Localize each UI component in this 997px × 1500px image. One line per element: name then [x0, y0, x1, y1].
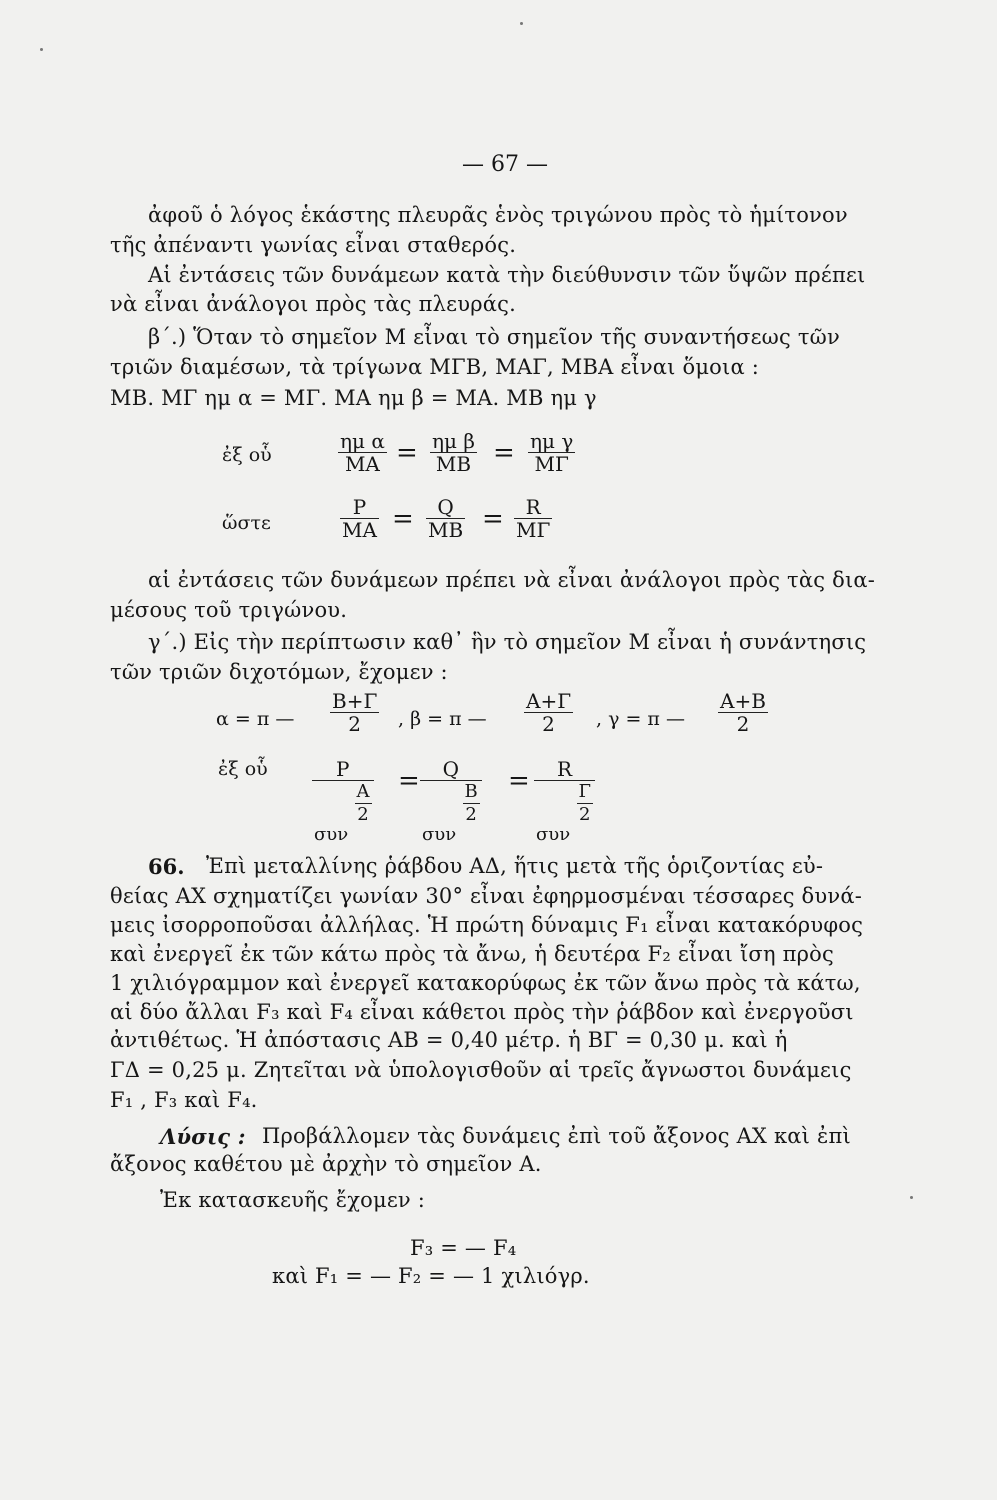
numerator: Γ — [578, 781, 592, 802]
scan-speck — [40, 48, 43, 51]
fraction — [430, 430, 477, 475]
denominator: ΜΒ — [428, 518, 464, 542]
equation-line: ΜΒ. ΜΓ ημ α = ΜΓ. ΜΑ ημ β = ΜΑ. ΜΒ ημ γ — [110, 386, 597, 410]
scan-speck — [910, 1196, 913, 1199]
denominator — [420, 780, 482, 845]
text-line: Αἱ ἐντάσεις τῶν δυνάμεων κατὰ τὴν διεύθυνσιν τῶν ὕψῶν πρέπει — [148, 263, 866, 287]
denominator: 2 — [330, 712, 379, 735]
text-line: καὶ ἐνεργεῖ ἐκ τῶν κάτω πρὸς τὰ ἄνω, ἡ δευτέρα F₂ εἶναι ἴση πρὸς — [110, 942, 834, 966]
numerator: Α+Β — [720, 689, 766, 713]
denominator: 2 — [463, 803, 480, 826]
fraction — [426, 496, 465, 541]
text-line: τῶν τριῶν διχοτόμων, ἔχομεν : — [110, 660, 448, 684]
text-line: ΓΔ = 0,25 μ. Ζητεῖται νὰ ὑπολογισθοῦν αἱ τρεῖς ἄγνωστοι δυνάμεις — [110, 1058, 852, 1082]
text-line: αἱ ἐντάσεις τῶν δυνάμεων πρέπει νὰ εἶναι ἀνάλογοι πρὸς τὰς δια- — [148, 568, 876, 592]
numerator: ημ β — [432, 429, 475, 453]
text-line: ἄξονος καθέτου μὲ ἀρχὴν τὸ σημεῖον Α. — [110, 1152, 542, 1176]
numerator: Α — [356, 781, 370, 802]
numerator: Β+Γ — [332, 689, 378, 713]
text-line: τριῶν διαμέσων, τὰ τρίγωνα ΜΓΒ, ΜΑΓ, ΜΒΑ εἶναι ὅμοια : — [110, 355, 759, 379]
text-line: F₁ , F₃ καὶ F₄. — [110, 1088, 258, 1112]
inner-fraction — [355, 781, 372, 826]
denominator: ΜΓ — [516, 518, 551, 542]
equation-label: ὥστε — [222, 512, 271, 534]
text-line: 1 χιλιόγραμμον καὶ ἐνεργεῖ κατακορύφως ἐκ τῶν ἄνω πρὸς τὰ κάτω, — [110, 971, 861, 995]
fraction — [514, 496, 552, 541]
fraction — [312, 757, 374, 845]
numerator: Q — [437, 495, 454, 519]
fraction — [420, 757, 482, 845]
denominator: ΜΑ — [338, 452, 387, 475]
text-line: νὰ εἶναι ἀνάλογοι πρὸς τὰς πλευράς. — [110, 292, 516, 316]
fraction — [340, 496, 379, 541]
text-line: Προβάλλομεν τὰς δυνάμεις ἐπὶ τοῦ ἄξονος ΑΧ καὶ ἐπὶ — [262, 1124, 851, 1148]
equals-sign: = — [392, 504, 414, 534]
equation-term: α = π — — [216, 708, 295, 730]
denominator: 2 — [524, 712, 573, 735]
text-line: ἀντιθέτως. Ἡ ἀπόστασις ΑΒ = 0,40 μέτρ. ἡ ΒΓ = 0,30 μ. καὶ ἡ — [110, 1028, 788, 1052]
text-line: μεις ἰσορροποῦσαι ἀλλήλας. Ἡ πρώτη δύναμις F₁ εἶναι κατακόρυφος — [110, 913, 864, 937]
problem-number: 66. — [148, 854, 185, 879]
equals-sign: = — [493, 438, 515, 468]
text-line: μέσους τοῦ τριγώνου. — [110, 598, 348, 622]
equation-label: ἐξ οὗ — [222, 444, 272, 466]
inner-fraction — [577, 781, 594, 826]
text-line: Ἐκ κατασκευῆς ἔχομεν : — [160, 1188, 426, 1212]
cos-label: συν — [422, 824, 457, 845]
denominator: ΜΒ — [430, 452, 477, 475]
fraction — [524, 690, 573, 735]
numerator: Q — [442, 757, 460, 781]
denominator: 2 — [577, 803, 594, 826]
denominator: 2 — [355, 803, 372, 826]
scan-speck — [520, 22, 523, 25]
denominator: ΜΓ — [528, 452, 575, 475]
cos-label: συν — [314, 824, 349, 845]
cos-label: συν — [536, 824, 571, 845]
numerator: Α+Γ — [526, 689, 572, 713]
equals-sign: = — [508, 766, 530, 796]
fraction — [718, 690, 768, 735]
text-line: β΄.) Ὅταν τὸ σημεῖον Μ εἶναι τὸ σημεῖον τῆς συναντήσεως τῶν — [148, 325, 840, 349]
numerator: R — [525, 495, 541, 519]
equation-line: F₃ = — F₄ — [410, 1236, 517, 1260]
page-number: — 67 — — [462, 152, 548, 177]
equation-label: ἐξ οὗ — [218, 758, 268, 780]
denominator — [534, 780, 595, 845]
text-line: γ΄.) Εἰς τὴν περίπτωσιν καθ᾿ ἣν τὸ σημεῖον Μ εἶναι ἡ συνάντησις — [148, 630, 867, 654]
text-line: θείας ΑΧ σχηματίζει γωνίαν 30° εἶναι ἐφηρμοσμέναι τέσσαρες δυνά- — [110, 884, 862, 908]
fraction — [338, 430, 387, 475]
equals-sign: = — [482, 504, 504, 534]
text-line: ἀφοῦ ὁ λόγος ἑκάστης πλευρᾶς ἑνὸς τριγώνου πρὸς τὸ ἡμίτονον — [148, 203, 848, 227]
inner-fraction — [463, 781, 480, 826]
denominator: 2 — [718, 712, 768, 735]
numerator: Β — [464, 781, 478, 802]
numerator: P — [336, 757, 350, 781]
denominator — [312, 780, 374, 845]
text-line: Ἐπὶ μεταλλίνης ῥάβδου ΑΔ, ἥτις μετὰ τῆς ὁριζοντίας εὐ- — [206, 854, 824, 878]
denominator: ΜΑ — [342, 518, 377, 542]
equals-sign: = — [396, 438, 418, 468]
numerator: P — [352, 495, 367, 519]
equation-term: , γ = π — — [596, 708, 685, 730]
text-line: αἱ δύο ἄλλαι F₃ καὶ F₄ εἶναι κάθετοι πρὸς τὴν ῥάβδον καὶ ἐνεργοῦσι — [110, 1000, 854, 1024]
solution-label: Λύσις : — [160, 1124, 246, 1149]
equation-line: καὶ F₁ = — F₂ = — 1 χιλιόγρ. — [272, 1264, 590, 1288]
text-line: τῆς ἀπέναντι γωνίας εἶναι σταθερός. — [110, 233, 517, 257]
numerator: ημ α — [340, 429, 385, 453]
numerator: R — [556, 757, 573, 781]
fraction — [528, 430, 575, 475]
equals-sign: = — [398, 766, 420, 796]
fraction — [330, 690, 379, 735]
equation-term: , β = π — — [398, 708, 487, 730]
fraction — [534, 757, 595, 845]
numerator: ημ γ — [530, 429, 574, 453]
